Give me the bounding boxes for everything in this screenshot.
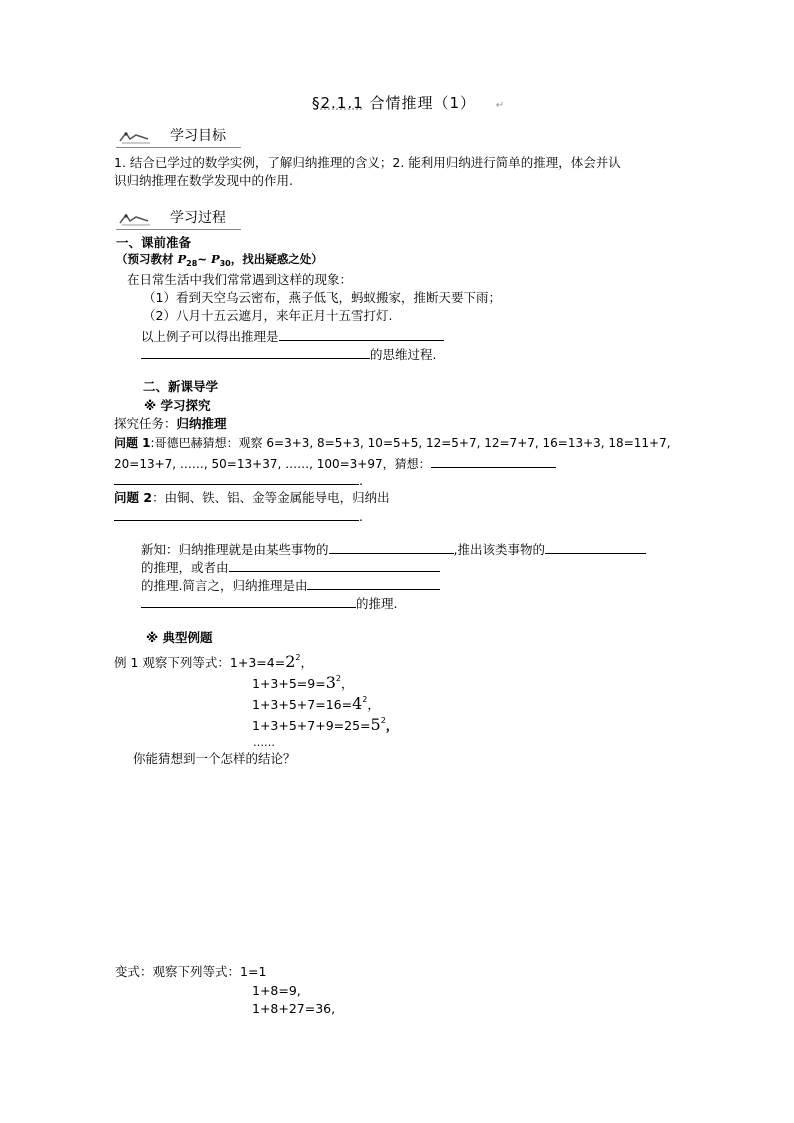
task-line — [114, 416, 227, 431]
goals-heading — [118, 128, 226, 145]
period: . — [359, 509, 363, 524]
equation-2-base: 3 — [325, 673, 336, 692]
section-number: §2.1.1 — [312, 94, 364, 112]
pen-icon — [118, 211, 154, 227]
equation-4-base: 5 — [370, 715, 381, 734]
divider — [116, 147, 241, 148]
comma: ， — [385, 718, 399, 733]
question-1-continuation: 20=13+7, ……, 50=13+37, ……, 100=3+97，猜想： — [114, 457, 431, 471]
part-2-heading: 二、新课导学 — [143, 379, 219, 394]
new-knowledge-line-1 — [141, 541, 646, 557]
new-knowledge-text: 的推理.简言之，归纳推理是由 — [141, 578, 308, 593]
blank-field[interactable] — [431, 455, 556, 468]
comma: ， — [341, 676, 354, 691]
example-item-2: （2）八月十五云遮月，来年正月十五雪打灯. — [143, 308, 393, 323]
page-to: 30 — [219, 259, 231, 268]
preview-post: ，找出疑惑之处） — [230, 252, 323, 266]
equation-1: 1+3=4= — [229, 655, 286, 670]
variant-equation-1: 1=1 — [240, 964, 267, 979]
title-text: 合情推理（1） — [369, 94, 476, 112]
preview-pre: （预习教材 — [116, 252, 178, 266]
equation-3 — [252, 694, 380, 713]
question-2-line-1 — [114, 490, 390, 505]
question-1-line-2 — [114, 455, 556, 471]
conclusion-suffix: 的思维过程. — [370, 347, 437, 362]
page-title — [312, 94, 505, 112]
equation-2-text: 1+3+5=9= — [252, 676, 326, 691]
example-1-line-1 — [114, 652, 313, 671]
process-heading — [118, 210, 226, 227]
preview-note — [116, 253, 323, 269]
variant-line-1 — [115, 964, 266, 979]
question-1-label: 问题 1 — [114, 436, 151, 450]
new-knowledge-line-2 — [141, 559, 440, 575]
question-1-line-1 — [114, 436, 671, 450]
page-letter: P — [177, 252, 187, 266]
blank-field[interactable] — [141, 346, 370, 359]
equation-4 — [252, 715, 398, 734]
equation-3-base: 4 — [352, 694, 363, 713]
new-knowledge-text: ,推出该类事物的 — [453, 542, 545, 557]
equation-4-text: 1+3+5+7+9=25= — [252, 718, 371, 733]
new-knowledge-line-3 — [141, 577, 440, 593]
variant-equation-2: 1+8=9, — [252, 983, 301, 998]
new-knowledge-text: 新知：归纳推理就是由某些事物的 — [141, 542, 329, 557]
equation-1-base: 2 — [285, 652, 296, 671]
goals-line-1: 1. 结合已学过的数学实例，了解归纳推理的含义；2. 能利用归纳进行简单的推理，体会并认 — [114, 155, 621, 170]
equation-3-exponent: 2 — [362, 695, 368, 704]
question-2-text: ：由铜、铁、铝、金等金属能导电，归纳出 — [152, 490, 390, 505]
comma: ， — [367, 697, 380, 712]
task-label: 探究任务： — [114, 416, 177, 431]
question-2-line-2 — [114, 508, 363, 524]
variant-equation-3: 1+8+27=36, — [252, 1001, 336, 1016]
blank-field[interactable] — [141, 595, 356, 608]
question-1-text: :哥德巴赫猜想：观察 6=3+3, 8=5+3, 10=5+5, 12=5+7, 12=7+7, 16=13+3, 18=11+7, — [150, 436, 671, 450]
conclusion-line-2 — [141, 346, 436, 362]
examples-heading: ※ 典型例题 — [146, 630, 213, 645]
page-from: 28 — [186, 259, 198, 268]
conclusion-line-1 — [141, 328, 444, 344]
blank-field[interactable] — [545, 541, 646, 554]
equation-2 — [252, 673, 354, 692]
blank-field[interactable] — [114, 508, 359, 521]
comma: ， — [300, 655, 313, 670]
equation-1-exponent: 2 — [295, 653, 301, 662]
goals-heading-text: 学习目标 — [169, 128, 226, 144]
page-letter: P — [210, 252, 220, 266]
paragraph-mark: ↵ — [495, 100, 506, 111]
explore-heading: ※ 学习探究 — [144, 398, 211, 413]
blank-field[interactable] — [114, 472, 359, 485]
question-1-line-3 — [114, 472, 363, 488]
equation-3-text: 1+3+5+7=16= — [252, 697, 353, 712]
question-2-label: 问题 2 — [114, 490, 153, 505]
divider — [116, 229, 241, 230]
goals-line-2: 识归纳推理在数学发现中的作用. — [114, 173, 293, 188]
blank-field[interactable] — [229, 559, 440, 572]
period: . — [359, 473, 363, 488]
new-knowledge-text: 的推理. — [356, 596, 398, 611]
conclusion-prefix: 以上例子可以得出推理是 — [141, 329, 279, 344]
equation-4-exponent: 2 — [380, 716, 386, 725]
example-1-question: 你能猜想到一个怎样的结论？ — [133, 751, 296, 766]
ellipsis: …… — [253, 736, 275, 749]
intro-text: 在日常生活中我们常常遇到这样的现象： — [127, 272, 353, 287]
pen-icon — [118, 129, 154, 145]
process-heading-text: 学习过程 — [169, 210, 226, 226]
page-tilde: ~ — [197, 252, 211, 266]
example-1-label: 例 1 观察下列等式： — [114, 655, 230, 670]
blank-field[interactable] — [329, 541, 454, 554]
example-item-1: （1）看到天空乌云密布，燕子低飞，蚂蚁搬家，推断天要下雨； — [143, 290, 501, 305]
new-knowledge-line-4 — [141, 595, 397, 611]
task-value: 归纳推理 — [176, 416, 227, 431]
new-knowledge-text: 的推理，或者由 — [141, 560, 229, 575]
variant-label: 变式：观察下列等式： — [115, 964, 241, 979]
blank-field[interactable] — [307, 577, 440, 590]
part-1-heading: 一、课前准备 — [116, 235, 192, 250]
blank-field[interactable] — [279, 328, 444, 341]
equation-2-exponent: 2 — [335, 674, 341, 683]
